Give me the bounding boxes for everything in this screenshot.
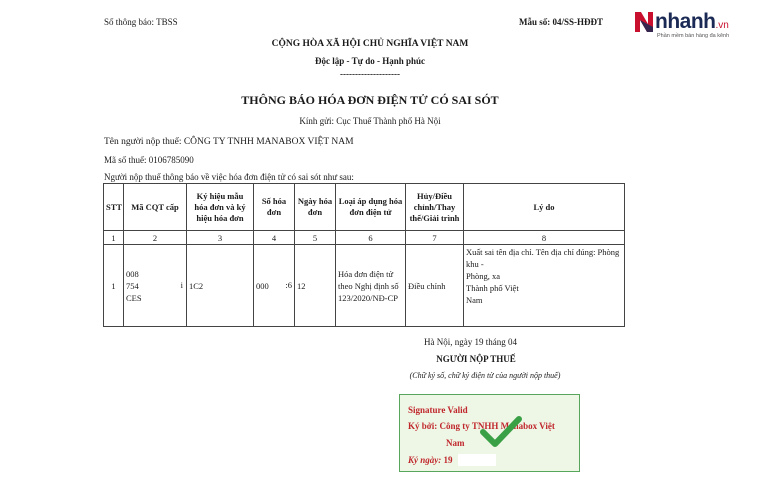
cqt-code-value: 008 754 CES [126,268,142,303]
cell-invoice-date: 12 [295,245,336,327]
header-invoice-type: Loại áp dụng hóa đơn điện tử [336,184,406,231]
signature-signed-by: Ký bởi: Công ty TNHH Manabox Việt [408,421,555,431]
signature-date-value: 19 [443,455,453,465]
tax-code: Mã số thuế: 0106785090 [104,155,194,165]
signature-date-label: Ký ngày: [408,455,442,465]
column-number: 3 [187,231,254,245]
logo-name: nhanh [655,10,716,33]
column-number: 4 [254,231,295,245]
header-action: Hủy/Điều chỉnh/Thay thế/Giải trình [406,184,464,231]
motto-divider: -------------------- [340,69,400,79]
header-invoice-number: Số hóa đơn [254,184,295,231]
place-date: Hà Nội, ngày 19 tháng 04 [424,337,517,347]
cell-invoice-number [254,245,295,327]
national-motto: Độc lập - Tự do - Hạnh phúc [314,56,425,66]
nhanh-logo-icon [633,10,655,34]
header-invoice-date: Ngày hóa đơn [295,184,336,231]
recipient: Kính gửi: Cục Thuế Thành phố Hà Nội [299,116,441,126]
logo-domain: .vn [715,20,729,31]
nation-heading: CỘNG HÒA XÃ HỘI CHỦ NGHĨA VIỆT NAM [271,39,469,49]
nhanh-logo [633,8,758,44]
cell-action: Điều chỉnh [406,245,464,327]
taxpayer-name: Tên người nộp thuế: CÔNG TY TNHH MANABOX VIỆT NAM [104,137,354,147]
header-reason: Lý do [464,184,625,231]
column-number: 6 [336,231,406,245]
signature-status: Signature Valid [408,405,468,415]
cell-stt: 1 [104,245,124,327]
cell-invoice-symbol: 1C2 [187,245,254,327]
column-number: 2 [124,231,187,245]
table-column-number-row [104,231,625,245]
redaction-block [458,454,496,466]
table-header-row [104,184,625,231]
column-number: 1 [104,231,124,245]
check-icon [480,415,522,449]
notice-number: Số thông báo: TBSS [104,17,178,27]
error-invoice-table [103,183,625,327]
column-number: 8 [464,231,625,245]
signer-title: NGƯỜI NỘP THUẾ [436,354,516,364]
header-cqt-code: Mã CQT cấp [124,184,187,231]
invoice-number-value: 000 [256,280,269,291]
table-row [104,245,625,327]
invoice-number-tail: :6 [285,280,292,290]
signer-note: (Chữ ký số, chữ ký điện tử của người nộp thuế) [409,371,561,380]
logo-tagline: Phần mềm bán hàng đa kênh [657,33,730,39]
cell-invoice-type: Hóa đơn điện tử theo Nghị định số 123/2020/NĐ-CP [336,245,406,327]
table-intro: Người nộp thuế thông báo về việc hóa đơn điện tử có sai sót như sau: [104,172,354,182]
cell-reason: Xuất sai tên địa chỉ. Tên địa chỉ đúng: Phòng khu - Phòng, xa Thành phố Việt Nam [464,245,625,327]
logo-wordmark [655,10,729,34]
column-number: 5 [295,231,336,245]
signature-signed-by-cont: Nam [446,438,465,448]
header-invoice-symbol: Ký hiệu mẫu hóa đơn và ký hiệu hóa đơn [187,184,254,231]
form-number: Mẫu số: 04/SS-HĐĐT [519,17,604,27]
cqt-code-mark: i [180,280,183,290]
column-number: 7 [406,231,464,245]
header-stt: STT [104,184,124,231]
cell-cqt-code [124,245,187,327]
document-title: THÔNG BÁO HÓA ĐƠN ĐIỆN TỬ CÓ SAI SÓT [241,93,499,107]
signature-date [408,455,453,465]
